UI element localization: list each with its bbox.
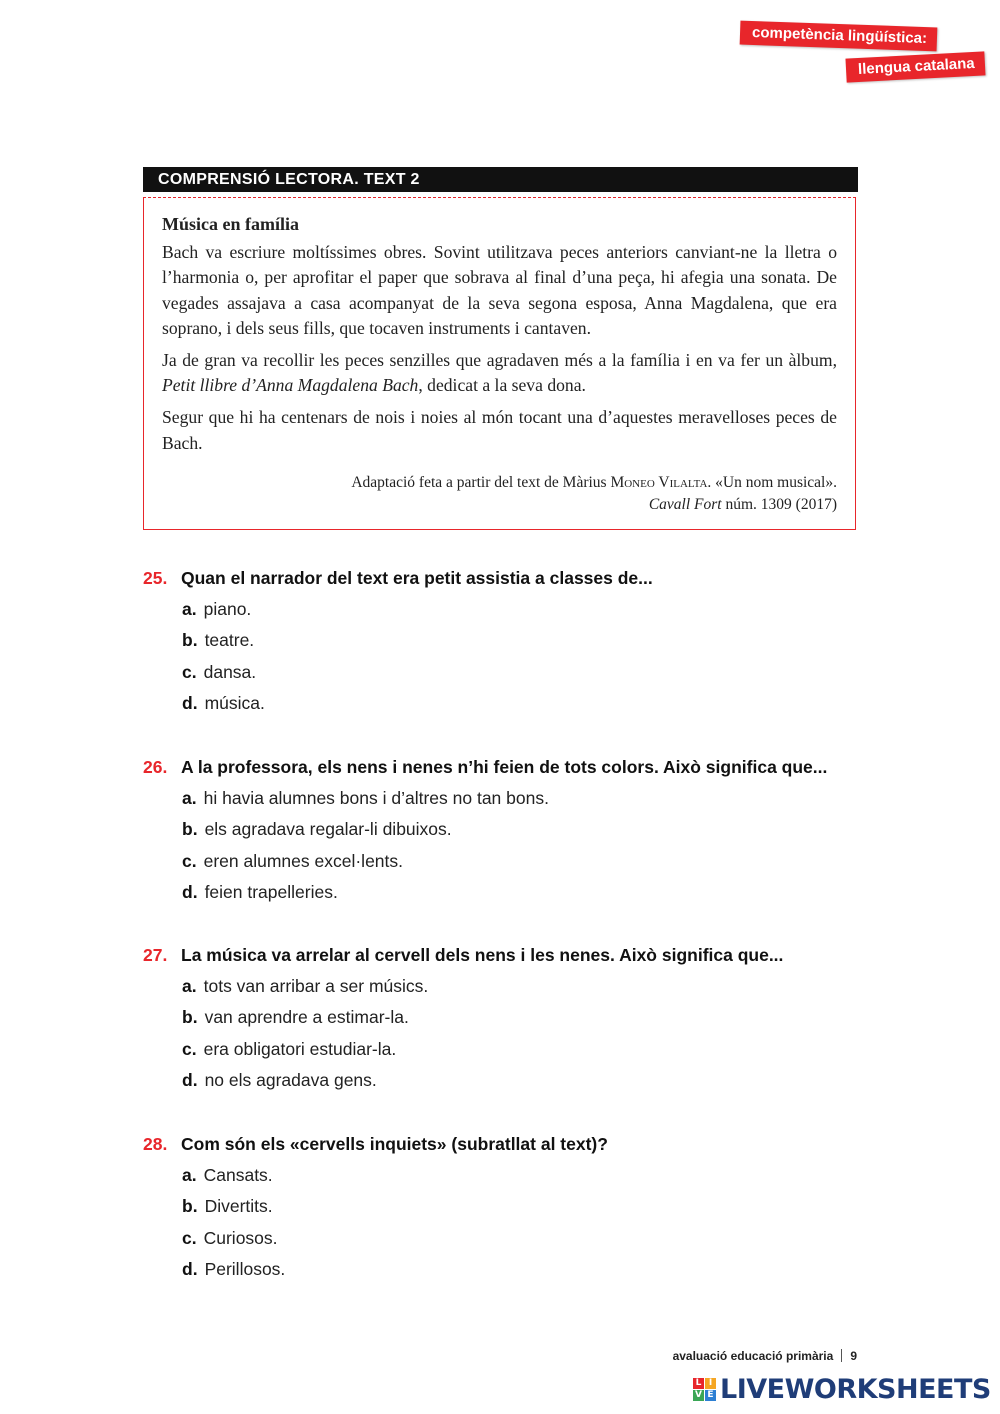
option-text: Perillosos. xyxy=(204,1258,286,1279)
option-letter: d. xyxy=(182,881,198,902)
option-text: eren alumnes excel·lents. xyxy=(203,850,404,871)
option-text: Cansats. xyxy=(203,1165,273,1185)
question-number: 28. xyxy=(143,1134,168,1154)
reading-paragraph-3: Segur que hi ha centenars de nois i noies al món tocant una d’aquestes meravelloses peces de Bach. xyxy=(162,407,837,453)
option-c[interactable] xyxy=(182,1223,903,1254)
footer-divider xyxy=(841,1349,842,1362)
badge-letter: V xyxy=(693,1390,704,1401)
liveworksheets-logo xyxy=(693,1374,991,1404)
option-text: no els agradava gens. xyxy=(204,1069,377,1090)
paragraph-2-text-a: Ja de gran va recollir les peces senzilles que agradaven més a la família i en va fer un àlbum, xyxy=(162,350,837,371)
option-letter: b. xyxy=(182,819,198,840)
subject-tag-competence: competència lingüística: xyxy=(740,21,938,52)
option-letter: d. xyxy=(182,1258,198,1279)
option-c[interactable] xyxy=(182,846,903,877)
option-b[interactable] xyxy=(182,814,903,845)
question-text: Quan el narrador del text era petit assistia a classes de... xyxy=(181,568,653,588)
badge-letter: I xyxy=(705,1378,716,1389)
page-number: 9 xyxy=(850,1349,857,1363)
option-b[interactable] xyxy=(182,1191,903,1222)
page-footer xyxy=(673,1349,857,1363)
option-text: tots van arribar a ser músics. xyxy=(203,976,429,996)
option-text: piano. xyxy=(203,599,252,619)
footer-label: avaluació educació primària xyxy=(672,1349,834,1363)
liveworksheets-wordmark: LIVEWORKSHEETS xyxy=(720,1373,991,1405)
option-d[interactable] xyxy=(182,688,903,719)
reading-passage xyxy=(143,197,856,530)
option-letter: a. xyxy=(182,788,197,808)
source-publication: Cavall Fort xyxy=(648,495,722,513)
section-title: COMPRENSIÓ LECTORA. TEXT 2 xyxy=(143,167,858,192)
option-text: dansa. xyxy=(203,661,257,682)
option-a[interactable] xyxy=(182,1160,903,1191)
reading-paragraph-1: Bach va escriure moltíssimes obres. Sovint utilitzava peces anteriors canviant-ne la lletra o l’harmonia o, per aprofitar el paper que sobrava al final d’una peça, hi afegia una sonata. De vegades assajava a casa acompanyat de la seva segona esposa, Anna Magdalena, que era soprano, i dels seus fills, que tocaven instruments i cantaven. xyxy=(162,242,837,338)
question-26 xyxy=(143,755,903,908)
option-text: música. xyxy=(204,692,265,713)
question-stem xyxy=(143,566,903,590)
album-title: Petit llibre d’Anna Magdalena Bach xyxy=(162,375,419,396)
option-letter: b. xyxy=(182,1007,198,1028)
liveworksheets-badge-icon xyxy=(693,1378,716,1401)
option-letter: c. xyxy=(182,1038,197,1059)
option-letter: a. xyxy=(182,599,197,619)
option-letter: a. xyxy=(182,1165,197,1185)
question-28 xyxy=(143,1132,903,1285)
option-letter: b. xyxy=(182,1196,198,1217)
question-stem xyxy=(143,1132,903,1156)
reading-title: Música en família xyxy=(162,214,299,234)
option-letter: c. xyxy=(182,850,197,871)
option-letter: c. xyxy=(182,661,197,682)
option-text: els agradava regalar-li dibuixos. xyxy=(204,819,452,840)
option-d[interactable] xyxy=(182,1065,903,1096)
question-stem xyxy=(143,943,903,967)
option-a[interactable] xyxy=(182,594,903,625)
source-author: Moneo Vilalta xyxy=(610,473,708,491)
question-number: 25. xyxy=(143,568,168,588)
option-b[interactable] xyxy=(182,1002,903,1033)
badge-letter: L xyxy=(693,1378,704,1389)
option-letter: a. xyxy=(182,976,197,996)
option-letter: d. xyxy=(182,692,198,713)
option-letter: b. xyxy=(182,630,198,651)
option-text: era obligatori estudiar-la. xyxy=(203,1038,397,1059)
option-text: Curiosos. xyxy=(203,1227,278,1248)
source-prefix: Adaptació feta a partir del text de Màrius xyxy=(351,473,611,491)
question-number: 27. xyxy=(143,945,168,965)
question-stem xyxy=(143,755,903,779)
option-letter: d. xyxy=(182,1069,198,1090)
source-citation xyxy=(162,472,837,516)
subject-tag-language: llengua catalana xyxy=(845,51,985,82)
source-details: núm. 1309 (2017) xyxy=(721,495,837,513)
source-work: . «Un nom musical». xyxy=(707,473,837,491)
option-a[interactable] xyxy=(182,783,903,814)
option-d[interactable] xyxy=(182,877,903,908)
option-a[interactable] xyxy=(182,971,903,1002)
question-text: Com són els «cervells inquiets» (subratllat al text)? xyxy=(181,1134,608,1154)
option-b[interactable] xyxy=(182,625,903,656)
option-c[interactable] xyxy=(182,1034,903,1065)
reading-paragraph-2 xyxy=(162,348,837,398)
option-letter: c. xyxy=(182,1227,197,1248)
option-text: hi havia alumnes bons i d’altres no tan bons. xyxy=(203,788,549,808)
option-text: van aprendre a estimar-la. xyxy=(204,1007,409,1028)
option-text: feien trapelleries. xyxy=(204,881,338,902)
question-25 xyxy=(143,566,903,719)
question-27 xyxy=(143,943,903,1096)
option-text: Divertits. xyxy=(204,1196,273,1217)
option-text: teatre. xyxy=(204,630,255,651)
badge-letter: E xyxy=(705,1390,716,1401)
option-d[interactable] xyxy=(182,1254,903,1285)
question-text: La música va arrelar al cervell dels nens i les nenes. Això significa que... xyxy=(181,945,784,965)
question-text: A la professora, els nens i nenes n’hi feien de tots colors. Això significa que... xyxy=(181,757,828,777)
question-number: 26. xyxy=(143,757,168,777)
paragraph-2-text-b: , dedicat a la seva dona. xyxy=(418,375,586,396)
option-c[interactable] xyxy=(182,657,903,688)
